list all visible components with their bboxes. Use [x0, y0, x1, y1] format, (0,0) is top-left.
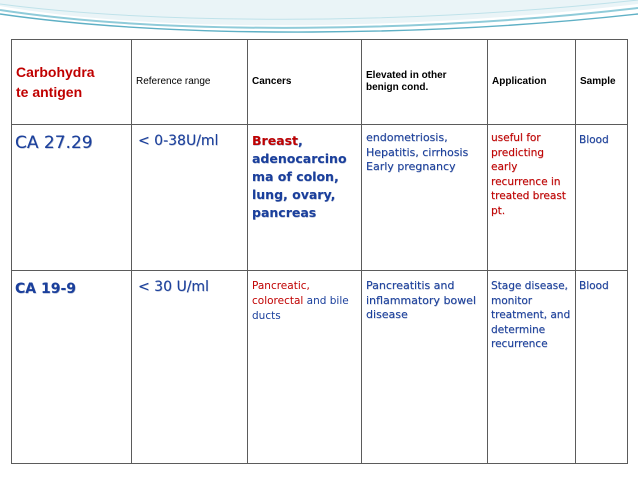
tumor-marker-table — [11, 39, 628, 464]
cancers-highlight: Pancreatic, colorectal — [252, 280, 310, 307]
cell-application — [488, 125, 576, 271]
cell-application — [488, 271, 576, 464]
table-row — [12, 271, 628, 464]
cell-cancers — [248, 271, 362, 464]
header-antigen — [12, 40, 132, 125]
cell-sample — [576, 125, 628, 271]
header-elevated-line1: Elevated in other — [366, 70, 447, 81]
cancers-rest: and bile ducts — [252, 295, 349, 322]
header-application — [488, 40, 576, 125]
sample-type: Blood — [579, 134, 609, 146]
antigen-name: CA 19-9 — [15, 281, 77, 297]
reference-range: < 0-38U/ml — [138, 133, 219, 149]
sample-type: Blood — [579, 280, 609, 292]
decorative-swoosh — [0, 0, 638, 44]
cancers-highlight: Breast — [252, 133, 299, 148]
cell-elevated — [362, 125, 488, 271]
cell-elevated — [362, 271, 488, 464]
header-antigen-line2: te antigen — [16, 84, 83, 100]
header-elevated — [362, 40, 488, 125]
cell-reference — [132, 271, 248, 464]
cancers-rest: , adenocarcino ma of colon, lung, ovary, pancreas — [252, 133, 347, 220]
cell-antigen — [12, 125, 132, 271]
application-text: Stage disease, monitor treatment, and determine recurrence — [491, 280, 571, 350]
elevated-conditions: endometriosis, Hepatitis, cirrhosis Early pregnancy — [366, 131, 469, 173]
cell-antigen — [12, 271, 132, 464]
reference-range: < 30 U/ml — [138, 279, 209, 295]
header-antigen-line1: Carbohydra — [16, 64, 95, 80]
elevated-conditions: Pancreatitis and inflammatory bowel disease — [366, 279, 476, 321]
table-row — [12, 125, 628, 271]
cell-reference — [132, 125, 248, 271]
header-sample-label: Sample — [580, 76, 616, 87]
antigen-name: CA 27.29 — [15, 133, 93, 153]
header-row — [12, 40, 628, 125]
cancers-text — [248, 125, 361, 222]
header-reference — [132, 40, 248, 125]
header-application-label: Application — [492, 76, 547, 87]
application-text: useful for predicting early recurrence in treated breast pt. — [491, 132, 566, 217]
header-cancers — [248, 40, 362, 125]
header-sample — [576, 40, 628, 125]
header-reference-label: Reference range — [136, 76, 211, 87]
cancers-text — [248, 271, 361, 324]
header-elevated-line2: benign cond. — [366, 82, 429, 93]
cell-cancers — [248, 125, 362, 271]
header-cancers-label: Cancers — [252, 76, 292, 87]
cell-sample — [576, 271, 628, 464]
